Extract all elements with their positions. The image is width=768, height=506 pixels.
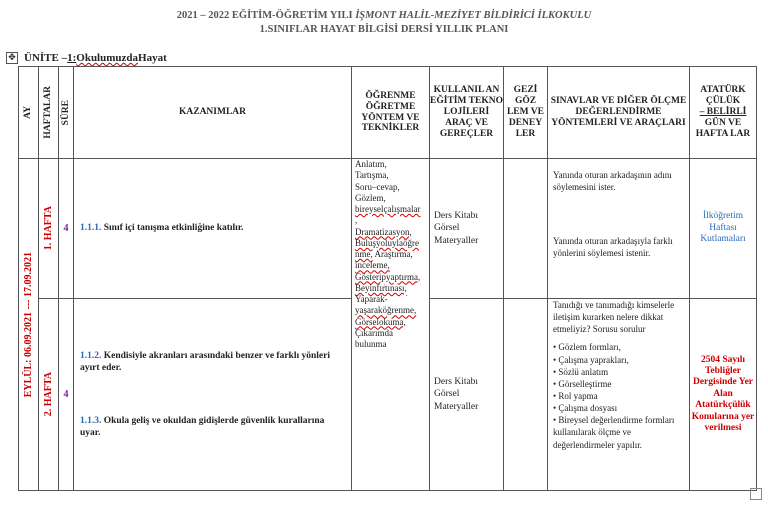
- ders-cell-2: Ders Kitabı Görsel Materyaller: [430, 299, 504, 491]
- header-row: [19, 67, 757, 159]
- kazanim-cell-2: 1.1.2. Kendisiyle akranları arasındaki benzer ve farklı yönleri ayırt eder. 1.1.3. Okula geliş ve okuldan gidişlerde güvenlik kurallarına uyar.: [74, 299, 352, 491]
- week-cell-2: 2. HAFTA: [39, 299, 59, 491]
- col-sinavlar: SINAVLAR VE DİĞER ÖLÇME DEĞERLENDİRME YÖNTEMLERİ VE ARAÇLARI: [548, 67, 690, 159]
- header-year: 2021 – 2022 EĞİTİM-ÖĞRETİM YILI: [176, 10, 356, 21]
- page-corner-marker: [750, 488, 762, 500]
- unite-title: [6, 52, 167, 64]
- col-ataturk: [690, 67, 757, 159]
- ataturk-cell-2: 2504 Sayılı Tebliğler Dergisinde Yer Alan Atatürkçülük Konularına yer verilmesi: [690, 299, 757, 491]
- col-kullanilan: KULLANIL AN EĞİTİM TEKNO LOJİLERİ ARAÇ VE GEREÇLER: [430, 67, 504, 159]
- week-cell-1: 1. HAFTA: [39, 159, 59, 299]
- unite-name: Okulumuzda: [76, 52, 139, 64]
- header-school: İŞMONT HALİL-MEZİYET BİLDİRİCİ İLKOKULU: [355, 10, 592, 21]
- col-haftalar: HAFTALAR: [39, 67, 59, 159]
- sure-cell-1: 4: [59, 159, 74, 299]
- ataturk-cell-1: İlköğretim Haftası Kutlamaları: [690, 159, 757, 299]
- kazanim-text: Sınıf içi tanışma etkinliğine katılır.: [101, 223, 244, 234]
- sure-cell-2: 4: [59, 299, 74, 491]
- col-ay: AY: [19, 67, 39, 159]
- ataturk-bottom: GÜN VE HAFTA LAR: [695, 117, 751, 139]
- plan-header-line2: 1.SINIFLAR HAYAT BİLGİSİ DERSİ YILLIK PLANI: [259, 24, 509, 35]
- ataturk-top: ATATÜRK ÇÜLÜK: [700, 85, 746, 107]
- kazanim-cell-1: [74, 159, 352, 299]
- unite-number: 1:: [67, 52, 77, 64]
- ders-cell-1: Ders Kitabı Görsel Materyaller: [430, 159, 504, 299]
- olcme-cell-2: Tanıdığı ve tanımadığı kimselerle iletişim kurarken nelere dikkat etmeliyiz? Sorusu sorulur • Gözlem formları, • Çalışma yaprakları, • Sözlü anlatım • Görselleştirme • Rol yapma • Çalışma dosyası • Bireysel değerlendirme formları kullanılarak ölçme ve değerlendirmeler yapılır.: [548, 299, 690, 491]
- col-sure: SÜRE: [59, 67, 74, 159]
- col-gezi: GEZİ GÖZ LEM VE DENEY LER: [504, 67, 548, 159]
- plan-header-line1: [0, 10, 768, 21]
- week-row-1: [19, 159, 757, 299]
- yearly-plan-table: [18, 66, 757, 491]
- ay-cell: [19, 159, 39, 491]
- kazanim-code: 1.1.1.: [80, 223, 102, 234]
- methods-cell: Anlatım, Tartışma, Soru–cevap, Gözlem, bireyselçalışmalar , Dramatizasyon, Buluşyoluylaöğre nme, Araştırma, inceleme, Gösteripyaptırma, Beyinfırtınası, Yaparak- yaşaraköğrenme, Görselokuma, Çıkarımda bulunma: [352, 159, 430, 491]
- unite-name-rest: Hayat: [138, 52, 167, 64]
- gezi-cell-1: [504, 159, 548, 299]
- unite-prefix: ÜNİTE –: [24, 52, 68, 64]
- ataturk-mid: – BELİRLİ: [699, 107, 747, 118]
- table-move-handle-icon[interactable]: ✥: [6, 52, 18, 64]
- ay-label: EYLÜL: 06.09.2021 --- 17.09.2021: [23, 251, 34, 398]
- col-ogrenme: ÖĞRENME ÖĞRETME YÖNTEM VE TEKNİKLER: [352, 67, 430, 159]
- olcme-cell-1: Yanında oturan arkadaşının adını söylemesini ister. Yanında oturan arkadaşıyla farklı yönlerini söylemesi istenir.: [548, 159, 690, 299]
- gezi-cell-2: [504, 299, 548, 491]
- col-kazanimlar: KAZANIMLAR: [74, 67, 352, 159]
